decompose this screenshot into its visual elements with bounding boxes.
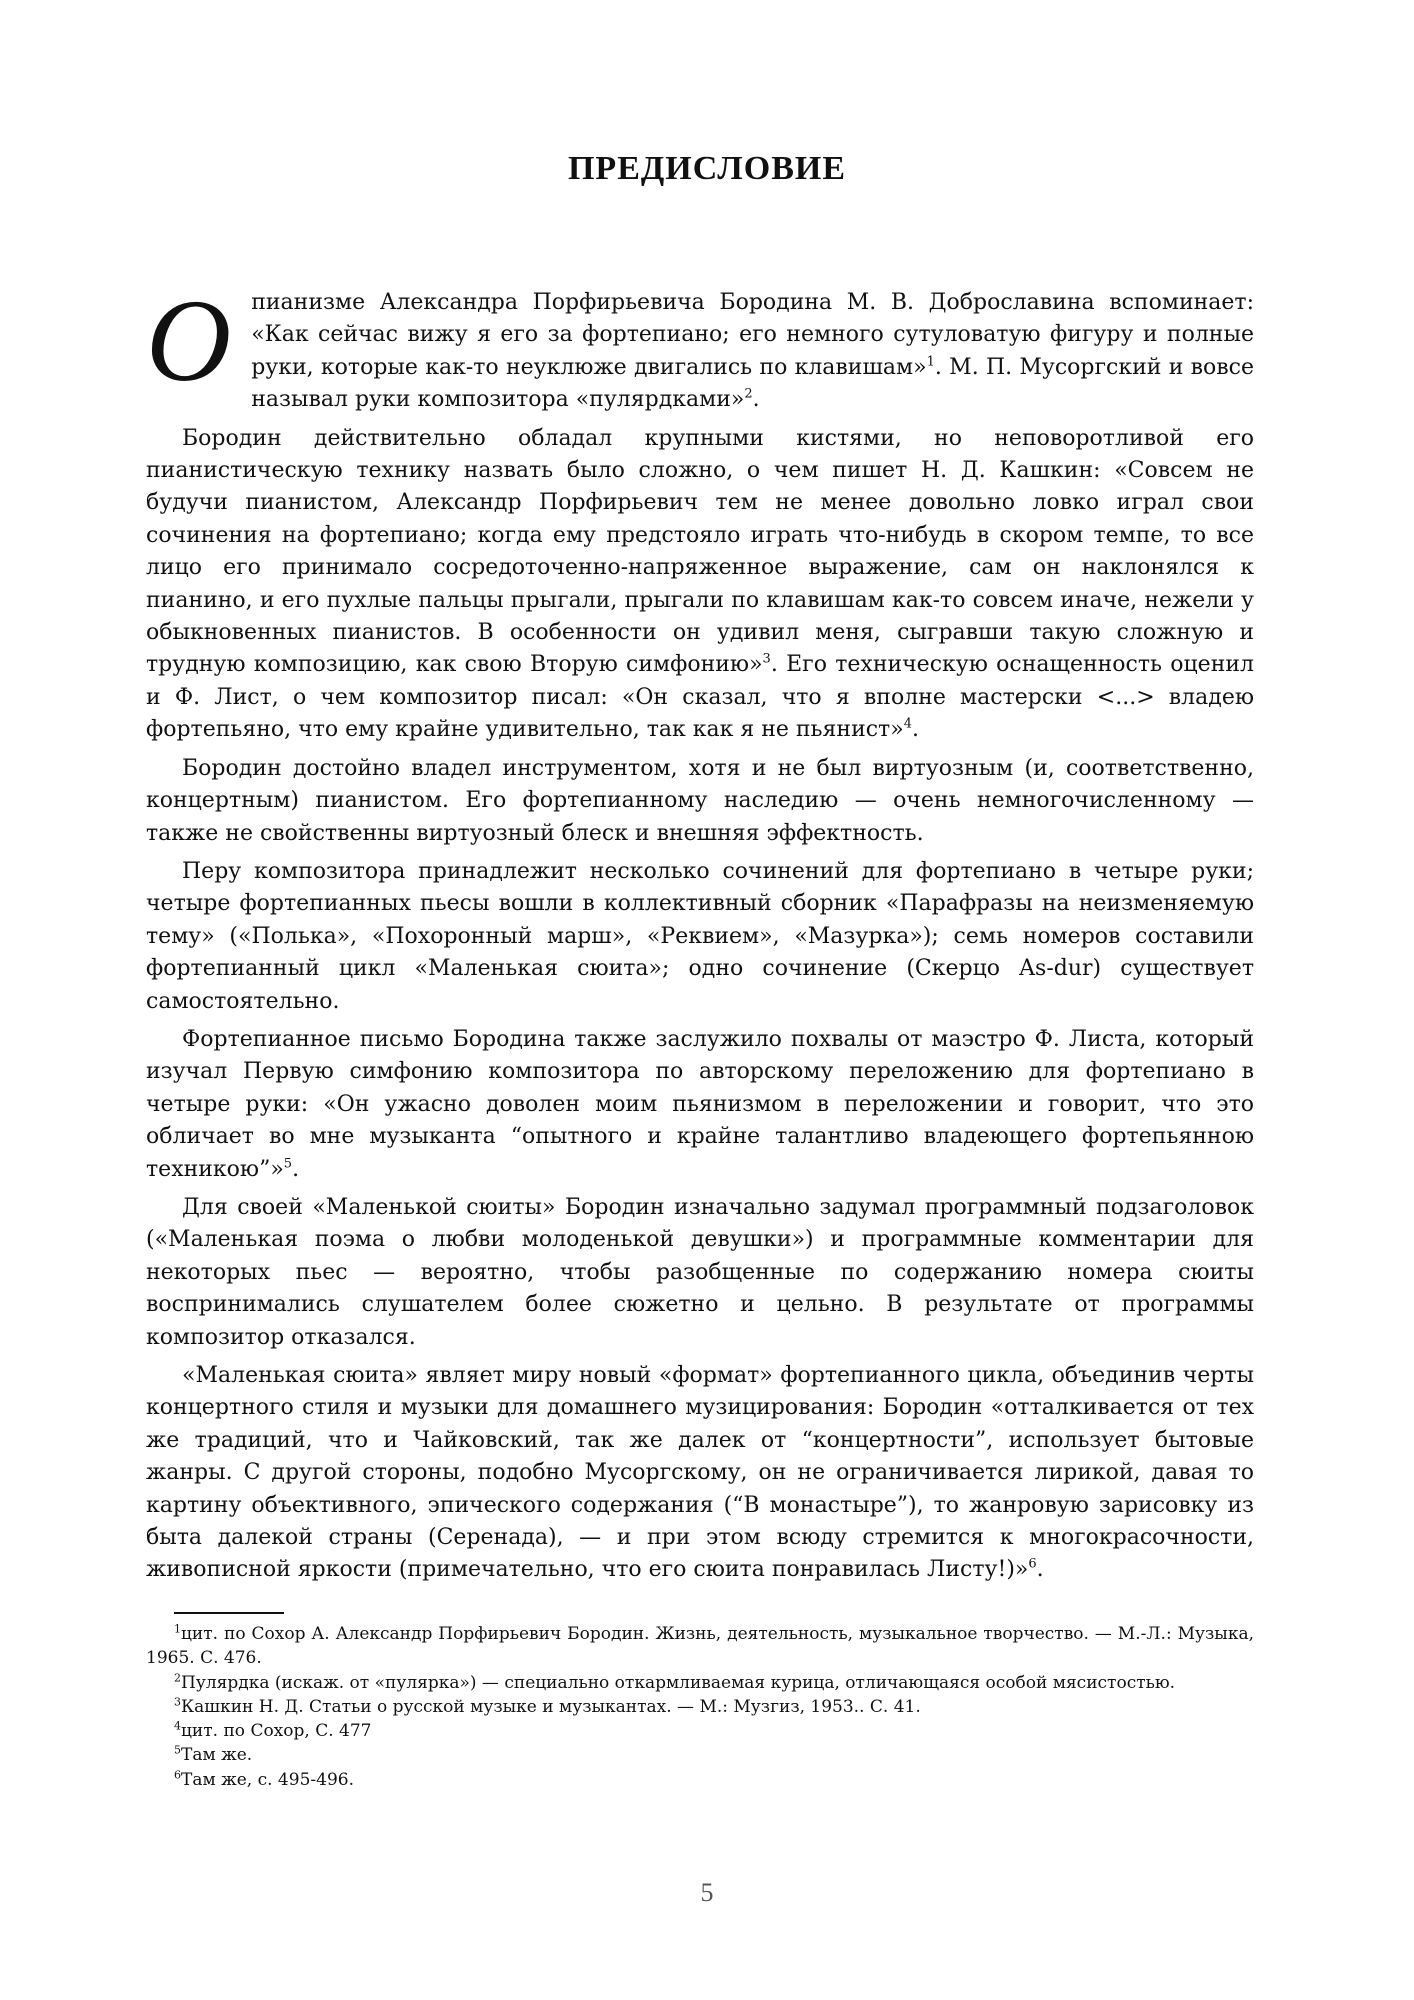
footnote-ref-1[interactable]: 1 — [926, 354, 935, 370]
paragraph-7: «Маленькая сюита» являет миру новый «формат» фортепианного цикла, объединив черты концертного стиля и музыки для домашнего музицирования: Бородин «отталкивается от тех же традиций, что и Чайковский, так же далек от “концертности”, использует бытовые жанры. С другой стороны, подобно Мусоргскому, он не ограничивается лирикой, давая то картину объективного, эпического содержания (“В монастыре”), то жанровую зарисовку из быта далекой страны (Серенада), — и при этом всюду стремится к многокрасочности, живописной яркости (примечательно, что его сюита понравилась Листу!)»$^6$. — [146, 1363, 1254, 1583]
drop-cap: О — [146, 275, 232, 406]
footnote-ref-4[interactable]: 4 — [903, 716, 912, 732]
footnote-ref-5[interactable]: 5 — [283, 1156, 293, 1172]
footnote-ref-6[interactable]: 6 — [1028, 1557, 1037, 1573]
footnote-1: $^1$цит. по Сохор А. Александр Порфирьевич Бородин. Жизнь, деятельность, музыкальное творчество. — М.-Л.: Музыка, 1965. С. 476. — [146, 1622, 1254, 1669]
footnote-ref-3[interactable]: 3 — [762, 652, 771, 668]
paragraph-2: Бородин действительно обладал крупными кистями, но неповоротливой его пианистическую технику назвать было сложно, о чем пишет Н. Д. Кашкин: «Совсем не будучи пианистом, Александр Порфирьевич тем не менее довольно ловко играл свои сочинения на фортепиано; когда ему предстояло играть что-нибудь в скором темпе, то все лицо его принимало сосредоточенно-напряженное выражение, сам он наклонялся к пианино, и его пухлые пальцы прыгали, прыгали по клавишам как-то совсем иначе, нежели у обыкновенных пианистов. В особенности он удивил меня, сыгравши такую сложную и трудную композицию, как свою Вторую симфонию»$^3$. Его техническую оснащенность оценил и Ф. Лист, о чем композитор писал: «Он сказал, что я вполне мастерски <...> владею фортепьяно, что ему крайне удивительно, так как я не пьянист»$^4$. — [146, 425, 1255, 743]
paragraph-3: Бородин достойно владел инструментом, хотя и не был виртуозным (и, соответственно, концертным) пианистом. Его фортепианному наследию — очень немногочисленному — также не свойственны виртуозный блеск и внешняя эффектность. — [146, 755, 1254, 846]
footnote-2: $^2$Пулярдка (искаж. от «пулярка») — специально откармливаемая курица, отличающаяся особой мясистостью. — [174, 1670, 1176, 1693]
paragraph-1: Опианизме Александра Порфирьевича Бородина М. В. Доброславина вспоминает: «Как сейчас вижу я его за фортепиано; его немного сутуловатую фигуру и полные руки, которые как-то неуклюже двигались по клавишам»$^1$. М. П. Мусоргский и вовсе называл руки композитора «пулярдками»$^2$. — [146, 275, 1254, 413]
footnote-5: $^5$Там же. — [174, 1743, 253, 1766]
paragraph-6: Для своей «Маленькой сюиты» Бородин изначально задумал программный подзаголовок («Маленькая поэма о любви молоденькой девушки») и программные комментарии для некоторых пьес — вероятно, чтобы разобщенные по содержанию номера сюиты воспринимались слушателем более сюжетно и цельно. В результате от программы композитор отказался. — [146, 1194, 1254, 1350]
footnote-6: $^6$Там же, с. 495-496. — [174, 1768, 354, 1790]
footnote-3: $^3$Кашкин Н. Д. Статьи о русской музыке и музыкантах. — М.: Музгиз, 1953.. С. 41. — [174, 1695, 921, 1717]
footnote-4: $^4$цит. по Сохор, С. 477 — [174, 1719, 372, 1742]
paragraph-5: Фортепианное письмо Бородина также заслужило похвалы от маэстро Ф. Листа, который изучал Первую симфонию композитора по авторскому переложению для фортепиано в четыре руки: «Он ужасно доволен моим пьянизмом в переложении и говорит, что это обличает во мне музыканта “опытного и крайне талантливо владеющего фортепьянною техникою”»$^5$. — [146, 1026, 1254, 1182]
footnote-ref-2[interactable]: 2 — [744, 386, 753, 402]
body-text — [146, 275, 1255, 1593]
footnote-divider — [174, 1612, 284, 1614]
footnotes — [146, 1612, 1254, 1792]
page-title: ПРЕДИСЛОВИЕ — [567, 150, 847, 187]
page-number: 5 — [700, 1878, 714, 1907]
paragraph-4: Перу композитора принадлежит несколько сочинений для фортепиано в четыре руки; четыре фортепианных пьесы вошли в коллективный сборник «Парафразы на неизменяемую тему» («Полька», «Похоронный марш», «Реквием», «Мазурка»); семь номеров составили фортепианный цикл «Маленькая сюита»; одно сочинение (Скерцо As-dur) существует самостоятельно. — [146, 858, 1254, 1014]
